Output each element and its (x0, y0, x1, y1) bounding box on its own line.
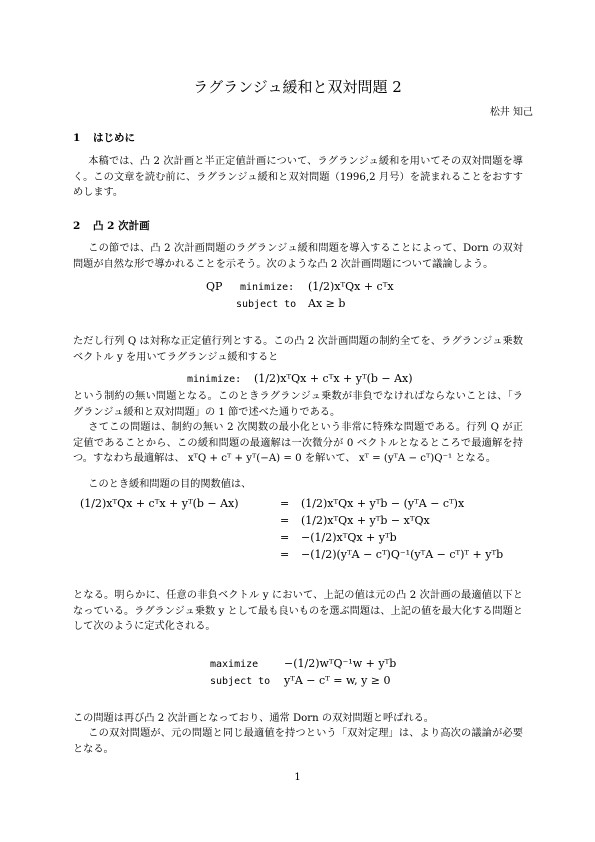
paragraph-dorn-dual: この問題は再び凸 2 次計画となっており、通常 Dorn の双対問題と呼ばれる。 (73, 713, 434, 724)
dual-maximize-keyword: maximize (210, 659, 259, 670)
paragraph-intro: 本稿では、凸 2 次計画と半正定値計画について、ラグランジュ緩和を用いてその双対問題を導く。この文章を読む前に、ラグランジュ緩和と双対問題（1996,2 月号）を読まれることをおすすめします。 (73, 156, 523, 198)
dual-subject-to-keyword: subject to (210, 676, 271, 687)
equals-sign: = (280, 514, 290, 527)
paragraph-duality-theorem: この双対問題が、元の問題と同じ最適値を持つという「双対定理」は、より高次の議論が必要となる。 (73, 728, 523, 755)
section-heading-2 (73, 218, 150, 233)
page-number: 1 (294, 772, 301, 783)
qp-subject-to-keyword: subject to (236, 299, 297, 310)
section-number: 2 (73, 220, 81, 232)
paragraph-optimality: さてこの問題は、制約の無い 2 次関数の最小化という非常に特殊な問題である。行列 Q が正定値であることから、この緩和問題の最適解は一次微分が 0 ベクトルとなるところで最適解を持つ。すなわち最適解は、 xᵀQ + cᵀ + yᵀ(−A) = 0 を解いて、 xᵀ = (yᵀA − cᵀ)Q⁻¹ となる。 (73, 422, 523, 464)
paragraph-unconstrained: という制約の無い問題となる。このときラグランジュ乗数が非負でなければならないことは、「ラグランジュ緩和と双対問題」の 1 節で述べた通りである。 (73, 391, 523, 418)
author-name: 松井 知己 (489, 107, 533, 118)
lr-minimize-keyword: minimize: (187, 374, 242, 385)
paragraph-relaxation: ただし行列 Q は対称な正定値行列とする。この凸 2 次計画問題の制約全てを、ラグランジュ乗数ベクトル y を用いてラグランジュ緩和すると (73, 336, 523, 363)
section-number: 1 (73, 132, 81, 144)
dual-constraint: yᵀA − cᵀ = w, y ≥ 0 (284, 674, 391, 687)
equals-sign: = (280, 548, 290, 561)
qp-objective: (1/2)xᵀQx + cᵀx (308, 280, 394, 293)
section-heading-1 (73, 130, 135, 145)
paper-title: ラグランジュ緩和と双対問題 2 (193, 78, 402, 96)
paragraph-qp-intro: この節では、凸 2 次計画問題のラグランジュ緩和問題を導入することによって、Dorn の双対問題が自然な形で導かれることを示そう。次のような凸 2 次計画問題について議論しよう。 (73, 243, 523, 270)
derivation-lhs: (1/2)xᵀQx + cᵀx + yᵀ(b − Ax) (80, 497, 239, 510)
derivation-rhs: (1/2)xᵀQx + yᵀb − xᵀQx (301, 514, 430, 527)
equals-sign: = (280, 531, 290, 544)
equals-sign: = (280, 497, 290, 510)
dual-objective: −(1/2)wᵀQ⁻¹w + yᵀb (284, 657, 397, 670)
paragraph-dual-derivation: となる。明らかに、任意の非負ベクトル y において、上記の値は元の凸 2 次計画の最適値以下となっている。ラグランジュ乗数 y として最も良いものを選ぶ問題は、上記の値を最大化する問題として次のように定式化される。 (73, 590, 523, 632)
qp-label: QP (206, 280, 223, 293)
paragraph-objective-value: このとき緩和問題の目的関数値は、 (88, 479, 252, 490)
section-title: 凸 2 次計画 (93, 220, 150, 232)
derivation-rhs: (1/2)xᵀQx + yᵀb − (yᵀA − cᵀ)x (301, 497, 465, 510)
qp-minimize-keyword: minimize: (240, 282, 295, 293)
qp-constraint: Ax ≥ b (308, 297, 346, 310)
derivation-rhs: −(1/2)(yᵀA − cᵀ)Q⁻¹(yᵀA − cᵀ)ᵀ + yᵀb (301, 548, 504, 561)
lr-objective: (1/2)xᵀQx + cᵀx + yᵀ(b − Ax) (254, 372, 413, 385)
section-title: はじめに (93, 132, 135, 144)
derivation-rhs: −(1/2)xᵀQx + yᵀb (301, 531, 397, 544)
